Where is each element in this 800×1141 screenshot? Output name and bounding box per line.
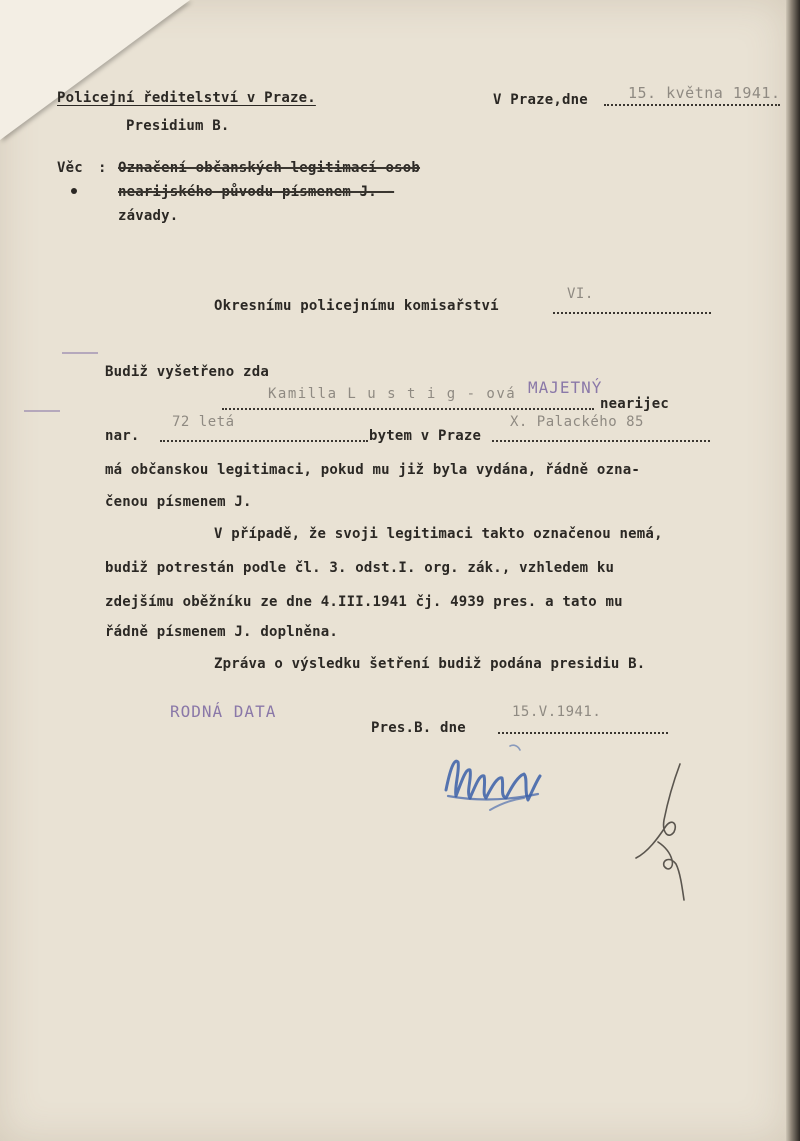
stamp-majetny: MAJETNÝ — [528, 378, 603, 397]
subject-line-1: Označení občanských legitimací osob — [118, 160, 421, 176]
para2-line-2: budiž potrestán podle čl. 3. odst.I. org. zák., vzhledem ku — [105, 560, 615, 576]
address-dotted-line — [492, 440, 710, 442]
department-name: Presidium B. — [126, 118, 230, 134]
person-suffix: nearijec — [600, 396, 670, 412]
margin-mark — [24, 410, 60, 412]
para2-line-1: V případě, že svoji legitimaci takto označenou nemá, — [214, 526, 663, 542]
signature-pencil — [628, 760, 698, 910]
body-line-a: má občanskou legitimaci, pokud mu již byla vydána, řádně ozna- — [105, 462, 640, 478]
para2-line-4: řádně písmenem J. doplněna. — [105, 624, 338, 640]
bullet-mark — [71, 188, 77, 194]
age-dotted-line — [160, 440, 368, 442]
body-intro: Budiž vyšetřeno zda — [105, 364, 269, 380]
para2-line-3: zdejšímu oběžníku ze dne 4.III.1941 čj. 4939 pres. a tato mu — [105, 594, 623, 610]
born-label: nar. — [105, 428, 140, 444]
subject-line-2: nearijského původu písmenem J. - — [118, 184, 395, 200]
name-dotted-line — [222, 408, 594, 410]
addressee-text: Okresnímu policejnímu komisařství — [214, 298, 499, 314]
residence-label: bytem v Praze — [369, 428, 482, 444]
para3: Zpráva o výsledku šetření budiž podána presidiu B. — [214, 656, 646, 672]
office-name: Policejní ředitelství v Praze. — [57, 90, 316, 106]
date-dotted-line — [604, 104, 780, 106]
age: 72 letá — [172, 414, 235, 430]
header-date: 15. května 1941. — [628, 84, 781, 102]
subject-line-3: závady. — [118, 208, 179, 224]
pres-date: 15.V.1941. — [512, 704, 602, 720]
body-line-b: čenou písmenem J. — [105, 494, 252, 510]
subject-label: Věc — [57, 160, 83, 176]
person-name: Kamilla L u s t i g - ová — [268, 386, 517, 402]
addressee-dotted-line — [553, 312, 711, 314]
place-date-label: V Praze,dne — [493, 92, 588, 108]
margin-mark — [62, 352, 98, 354]
pres-dotted-line — [498, 732, 668, 734]
addressee-number: VI. — [567, 286, 594, 302]
stamp-rodna-data: RODNÁ DATA — [170, 702, 277, 721]
signature-blue — [440, 740, 550, 820]
page-edge — [786, 0, 800, 1141]
subject-separator: : — [98, 160, 107, 176]
address: X. Palackého 85 — [510, 414, 644, 430]
pres-label: Pres.B. dne — [371, 720, 466, 736]
